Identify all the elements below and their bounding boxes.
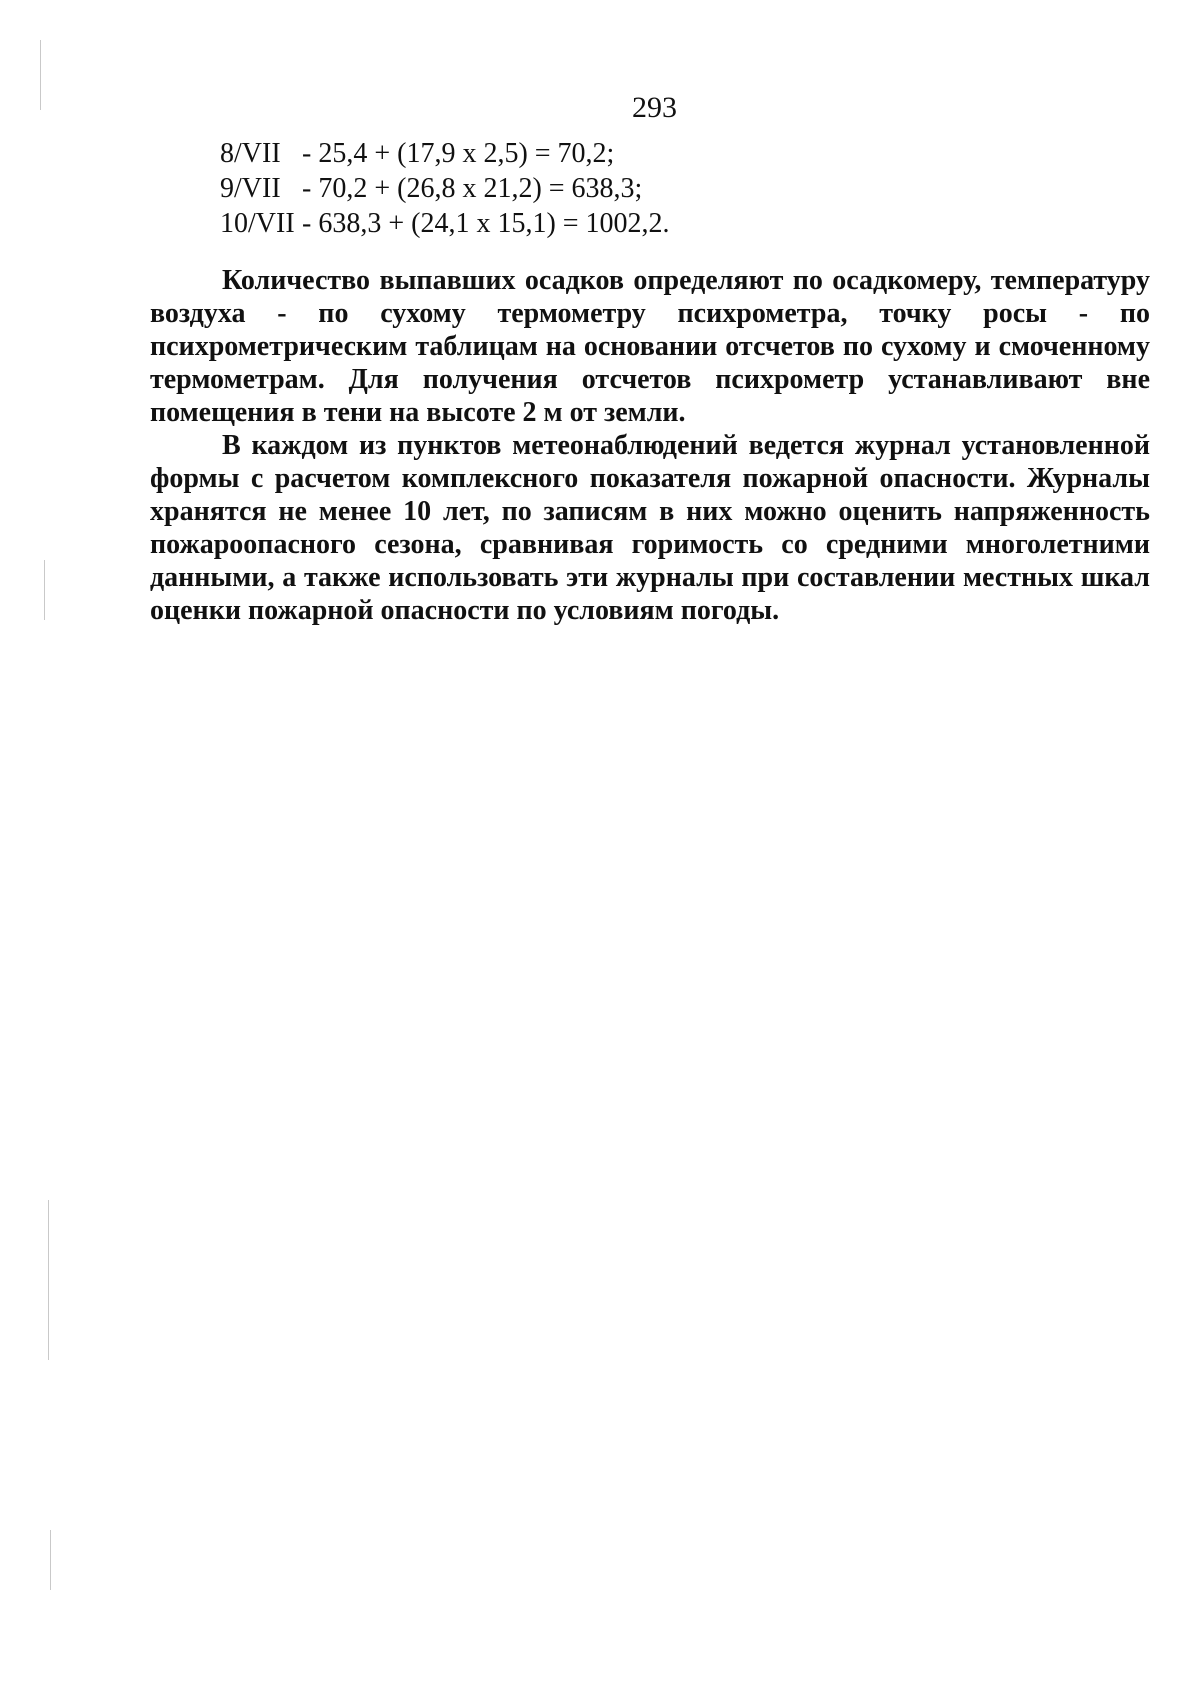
calculation-expression: - 70,2 + (26,8 x 21,2) = 638,3; [302, 173, 643, 204]
paragraph: Количество выпавших осадков определяют по осадкомеру, температуру воздуха - по сухому термометру психрометра, точку росы - по психрометрическим таблицам на основании отсчетов по сухому и смоченному термометрам. Для получения отсчетов психрометр устанавливают вне помещения в тени на высоте 2 м от земли. [150, 265, 1150, 428]
paragraph: В каждом из пунктов метеонаблюдений ведется журнал установленной формы с расчетом комплексного показателя пожарной опасности. Журналы хранятся не менее 10 лет, по записям в них можно оценить напряженность пожароопасного сезона, сравнивая горимость со средними многолетними данными, а также использовать эти журналы при составлении местных шкал оценки пожарной опасности по условиям погоды. [150, 430, 1150, 626]
scan-artifact-top [40, 40, 41, 110]
calculation-row [220, 171, 670, 206]
body-text [150, 264, 1150, 627]
scan-artifact-middle [44, 560, 45, 620]
page-number: 293 [632, 91, 677, 124]
calculation-row [220, 136, 670, 171]
scan-artifact-lower [48, 1200, 49, 1360]
calculation-date: 9/VII [220, 173, 281, 204]
calculation-date: 10/VII [220, 208, 295, 239]
calculation-date: 8/VII [220, 138, 281, 169]
calculation-expression: - 638,3 + (24,1 x 15,1) = 1002,2. [302, 208, 670, 239]
scan-artifact-bottom [50, 1530, 51, 1590]
calculation-expression: - 25,4 + (17,9 x 2,5) = 70,2; [302, 138, 615, 169]
calculation-list [220, 136, 670, 241]
calculation-row [220, 206, 670, 241]
